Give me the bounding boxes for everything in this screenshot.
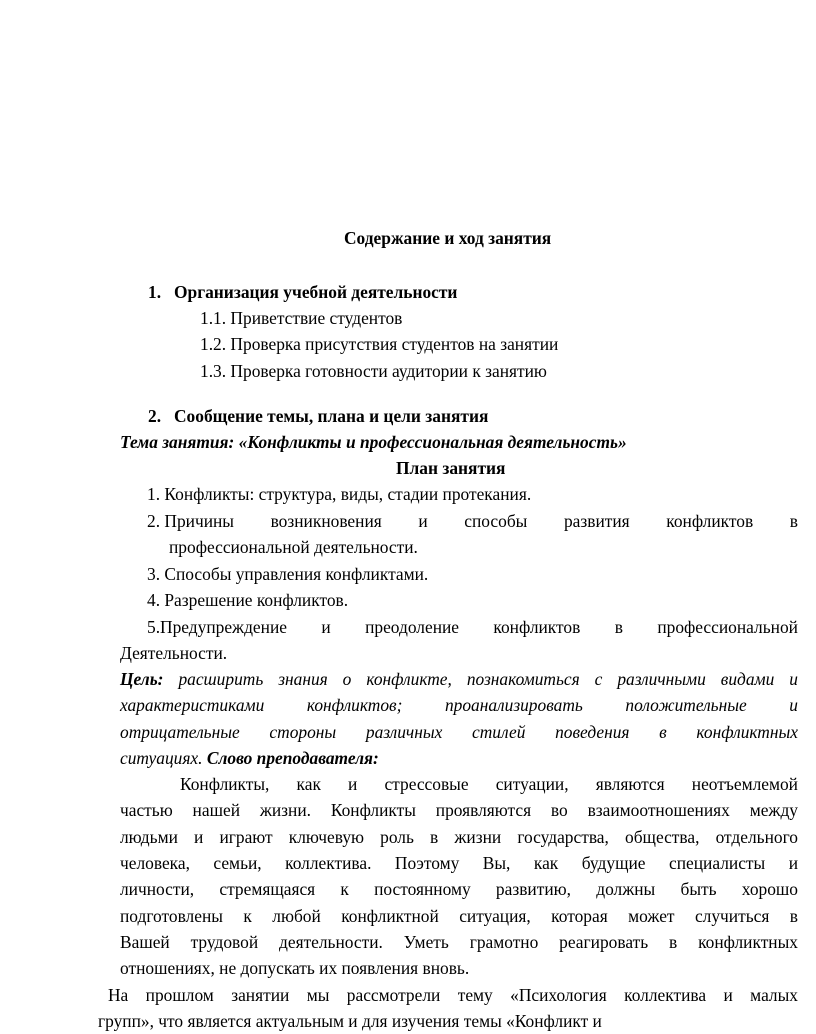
section-1-item: 1.2. Проверка присутствия студентов на занятии: [200, 334, 559, 354]
body-line: Вашей трудовой деятельности. Уметь грамотно реагировать в конфликтных: [120, 932, 798, 952]
body-line: человека, семьи, коллектива. Поэтому Вы, как будущие специалисты и: [120, 853, 798, 873]
plan-item: 3. Способы управления конфликтами.: [147, 564, 429, 584]
plan-item-continuation: Деятельности.: [120, 643, 228, 663]
word: способы: [464, 511, 528, 531]
page-title: Содержание и ход занятия: [344, 228, 552, 248]
body-line: отношениях, не допускать их появления вновь.: [120, 958, 470, 978]
plan-item: [147, 617, 798, 637]
word: и: [418, 511, 428, 531]
word: профессиональной: [657, 617, 798, 637]
goal-line: [120, 669, 798, 689]
body-line: подготовлены к любой конфликтной ситуация, которая может случиться в: [120, 906, 798, 926]
word: преодоление: [365, 617, 460, 637]
goal-text: ситуациях.: [120, 748, 203, 768]
section-2-title: Сообщение темы, плана и цели занятия: [174, 406, 489, 426]
word: и: [321, 617, 331, 637]
section-2-number: 2.: [148, 406, 162, 426]
teacher-label: Слово преподавателя:: [206, 748, 379, 768]
plan-item: 1. Конфликты: структура, виды, стадии протекания.: [147, 484, 532, 504]
word: конфликтов: [493, 617, 581, 637]
paragraph-line: На прошлом занятии мы рассмотрели тему «Психология коллектива и малых: [108, 985, 798, 1005]
plan-item-continuation: профессиональной деятельности.: [169, 537, 418, 557]
lesson-topic: Тема занятия: «Конфликты и профессиональная деятельность»: [120, 432, 627, 452]
word: в: [614, 617, 623, 637]
word: в: [789, 511, 798, 531]
body-line: личности, стремящаяся к постоянному развитию, должны быть хорошо: [120, 879, 798, 899]
goal-text: расширить знания о конфликте, познакомиться с различными видами и: [163, 669, 798, 689]
section-1-number: 1.: [148, 282, 162, 302]
plan-item: 4. Разрешение конфликтов.: [147, 590, 349, 610]
goal-label: Цель:: [120, 669, 164, 689]
word: возникновения: [270, 511, 382, 531]
word: 2. Причины: [147, 511, 234, 531]
goal-line: [120, 748, 379, 768]
word: развития: [563, 511, 630, 531]
word: 5.Предупреждение: [147, 617, 287, 637]
plan-title: План занятия: [396, 458, 506, 478]
body-line: Конфликты, как и стрессовые ситуации, являются неотъемлемой: [180, 774, 798, 794]
goal-line: отрицательные стороны различных стилей поведения в конфликтных: [120, 722, 798, 742]
body-line: частью нашей жизни. Конфликты проявляются во взаимоотношениях между: [120, 800, 798, 820]
paragraph-line: групп», что является актуальным и для изучения темы «Конфликт и: [98, 1011, 602, 1031]
word: конфликтов: [666, 511, 754, 531]
plan-item: [147, 511, 798, 531]
body-line: людьми и играют ключевую роль в жизни государства, общества, отдельного: [120, 827, 798, 847]
section-1-item: 1.3. Проверка готовности аудитории к занятию: [200, 361, 547, 381]
section-1-item: 1.1. Приветствие студентов: [200, 308, 403, 328]
section-1-title: Организация учебной деятельности: [174, 282, 458, 302]
goal-line: характеристиками конфликтов; проанализировать положительные и: [120, 695, 798, 715]
